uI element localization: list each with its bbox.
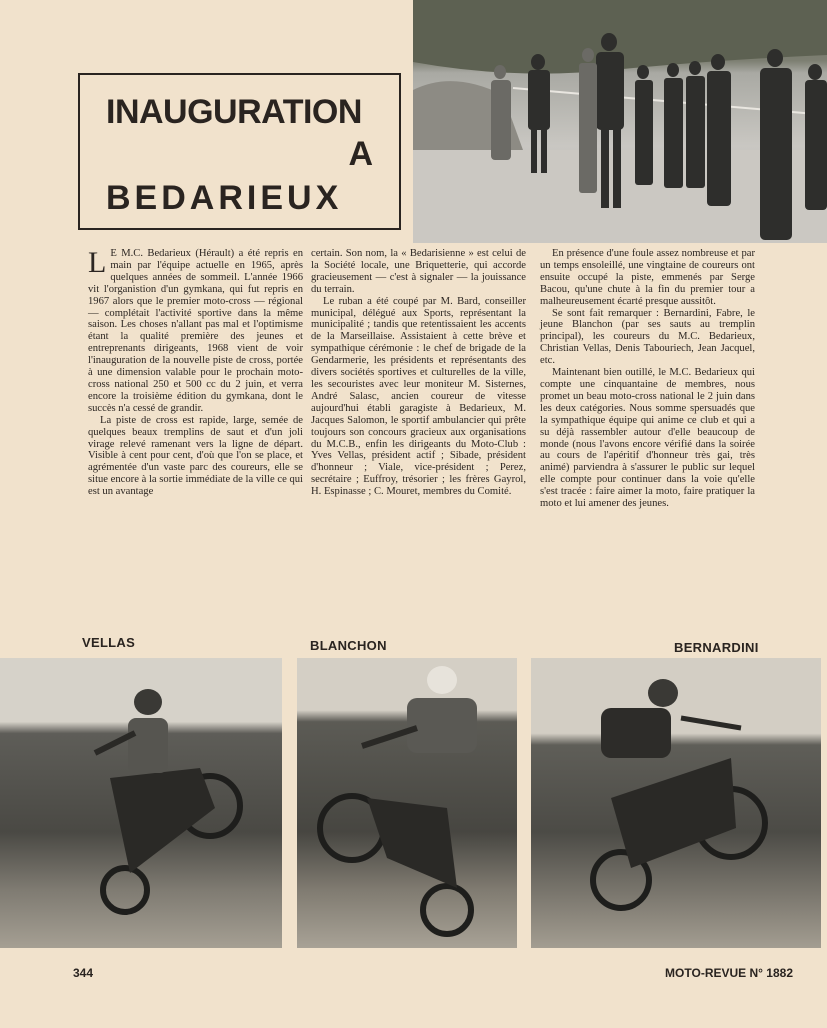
title-line-1: INAUGURATION xyxy=(106,93,362,131)
ceremony-photo xyxy=(413,0,827,243)
title-line-2: A xyxy=(348,135,373,173)
rider-photo-bernardini xyxy=(531,658,821,948)
paragraph: Se sont fait remarquer : Bernardini, Fabre, le jeune Blanchon (par ses sauts au tremplin principal), les coureurs du M.C. Bedarieux, Christian Vellas, Denis Tabouriech, Jean Jacquel, etc. xyxy=(540,307,755,367)
paragraph: En présence d'une foule assez nombreuse et par un temps ensoleillé, une vingtaine de coureurs ont ensuite occupé la piste, emmenés par Serge Bacou, qu'une chute à la fin du premier tour a malheureusement écarté presque aussitôt. xyxy=(540,248,755,307)
caption-vellas: VELLAS xyxy=(82,635,136,650)
article-title-box xyxy=(78,73,401,230)
title-line-3: BEDARIEUX xyxy=(106,179,343,217)
paragraph-text: E M.C. Bedarieux (Hérault) a été repris en main par l'équipe actuelle en 1965, après quelques années de sommeil. L'année 1966 vit l'organistion d'un gymkana, qui fut repris en 1967 alors que le premier moto-cross — régional — complétait l'activité sportive dans la même saison. Les choses n'allant pas mal et l'optimisme étant la qualité première des jeunes et entreprenants dirigeants, 1968 vient de voir l'inauguration de la nouvelle piste de cross, portée à une dimension valable pour le prochain moto-cross national 250 et 500 cc du 2 juin, et verra encore la troisième édition du gymkana, dont le succès n'a cessé de grandir. xyxy=(88,248,303,414)
drop-cap: L xyxy=(88,246,107,279)
caption-bernardini: BERNARDINI xyxy=(674,640,759,655)
rider-photo-blanchon xyxy=(297,658,517,948)
paragraph: certain. Son nom, la « Bedarisienne » est celui de la Société locale, une Briquetterie, qui accorde gracieusement — c'est à signaler — la jouissance du terrain. xyxy=(311,248,526,295)
motocross-rider-illustration xyxy=(531,658,821,948)
text-column-1 xyxy=(88,248,303,498)
rider-photo-vellas xyxy=(0,658,282,948)
caption-blanchon: BLANCHON xyxy=(310,638,387,653)
paragraph: Le ruban a été coupé par M. Bard, conseiller municipal, délégué aux Sports, représentant la municipalité ; tandis que retentissaient les accents de la Marseillaise. Assistaient à cette brève et sympathique cérémonie : le chef de brigade de la Gendarmerie, les présidents et représentants des divers sociétés sportives et culturelles de la ville, les secouristes avec leur moniteur M. Sisternes, André Salasc, ancien coureur de vitesse aujourd'hui établi garagiste à Bedarieux, M. Jacques Salomon, le sportif ambulancier qui prête toujours son concours gracieux aux organisations du M.C.B., enfin les dirigeants du Moto-Club : Yves Vellas, président actif ; Sibade, président d'honneur ; Viale, vice-président ; Perez, secrétaire ; Euffroy, trésorier ; les frères Gayrol, H. Espinasse ; C. Mouret, membres du Comité. xyxy=(311,295,526,498)
paragraph: La piste de cross est rapide, large, semée de quelques beaux tremplins de saut et d'un joli virage relevé ramenant vers la ligne de départ. Visible à cent pour cent, d'où que l'on se place, et agrémentée d'un vaste parc des coureurs, elle se situe encore à la sortie immédiate de la ville ce qui est un avantage xyxy=(88,414,303,498)
paragraph xyxy=(88,248,303,415)
ceremony-photo-illustration xyxy=(413,0,827,243)
text-column-2 xyxy=(311,248,526,498)
magazine-issue: MOTO-REVUE N° 1882 xyxy=(665,966,793,980)
motocross-rider-illustration xyxy=(297,658,517,948)
text-column-3 xyxy=(540,248,755,510)
paragraph: Maintenant bien outillé, le M.C. Bedarieux qui compte une cinquantaine de membres, nous promet un beau moto-cross national le 2 juin dans les deux catégories. Nous somme spersuadés que la sympathique équipe qui anime ce club et qui a su déjà rassembler autour d'elle beaucoup de monde (nous l'avons encore vérifié dans la soirée au cours de l'apéritif d'honneur très gai, très animé) parviendra à s'assurer le public sur lequel elle compte pour continuer dans la voie qu'elle s'est tracée : faire aimer la moto, faire pratiquer la moto et lui amener des jeunes. xyxy=(540,367,755,510)
page-number: 344 xyxy=(73,966,94,980)
motocross-rider-illustration xyxy=(0,658,282,948)
